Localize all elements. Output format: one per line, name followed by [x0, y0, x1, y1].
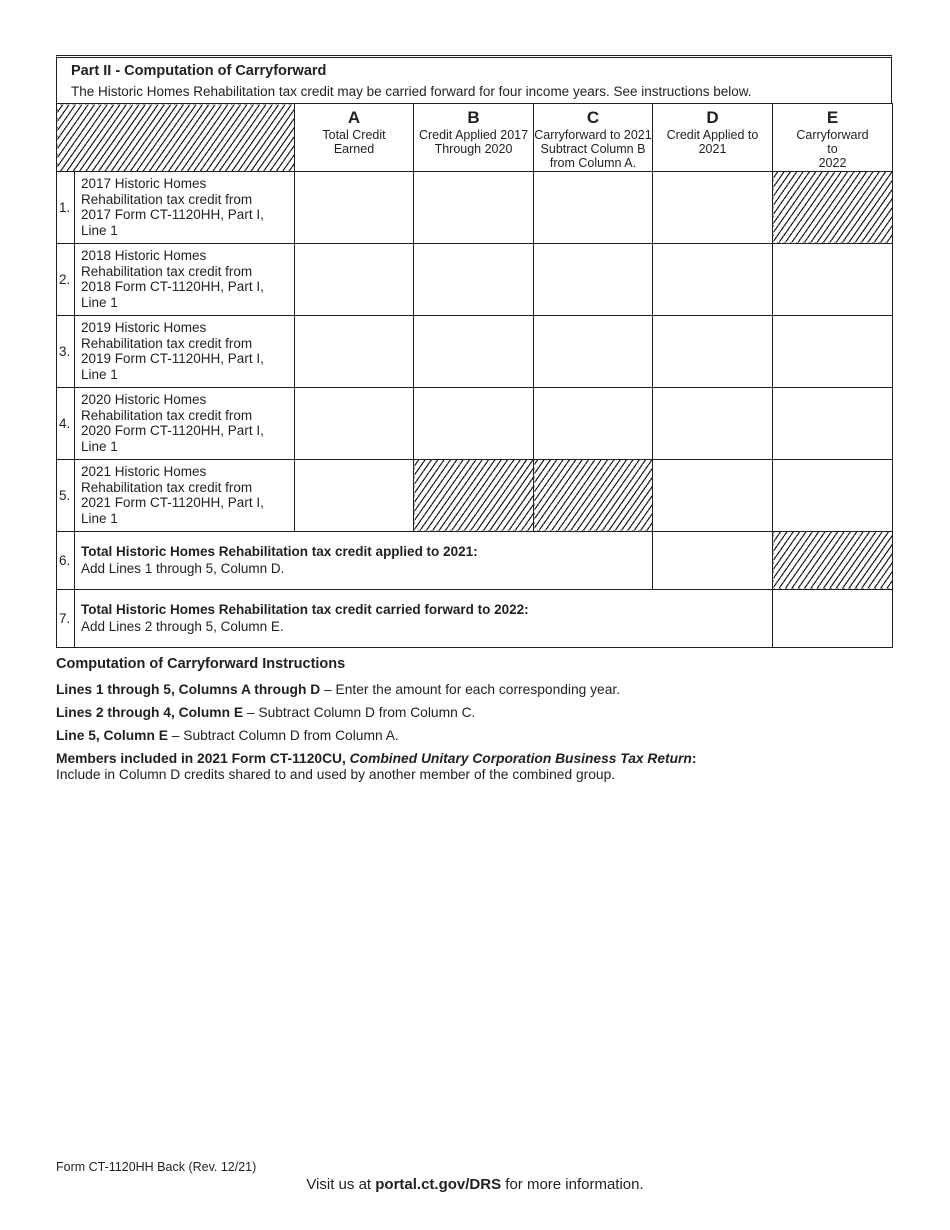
form-id: Form CT-1120HH Back (Rev. 12/21) [56, 1160, 257, 1174]
line4-col-c-input[interactable] [534, 387, 653, 459]
line1-col-d-input[interactable] [653, 171, 773, 243]
line1-col-e-hatch [773, 171, 893, 243]
instruction-line: Line 5, Column E – Subtract Column D from Column A. [56, 728, 399, 743]
line2-col-b-input[interactable] [414, 243, 534, 315]
instructions [56, 656, 892, 791]
line5-col-b-hatch [414, 459, 534, 531]
line-number: 3. [57, 315, 75, 387]
table-row [57, 243, 893, 315]
line3-col-a-input[interactable] [295, 315, 414, 387]
line4-col-e-input[interactable] [773, 387, 893, 459]
line1-col-b-input[interactable] [414, 171, 534, 243]
line4-col-a-input[interactable] [295, 387, 414, 459]
line5-col-d-input[interactable] [653, 459, 773, 531]
table-row [57, 589, 893, 647]
instruction-line: Lines 1 through 5, Columns A through D – Enter the amount for each corresponding year. [56, 682, 621, 697]
line5-col-a-input[interactable] [295, 459, 414, 531]
line6-col-e-hatch [773, 531, 893, 589]
line-number: 1. [57, 171, 75, 243]
line-number: 5. [57, 459, 75, 531]
line-number: 2. [57, 243, 75, 315]
column-header-b: B Credit Applied 2017 Through 2020 [414, 104, 534, 172]
table-row [57, 315, 893, 387]
table-row [57, 459, 893, 531]
line7-description: Total Historic Homes Rehabilitation tax credit carried forward to 2022: Add Lines 2 through 5, Column E. [75, 589, 773, 647]
line-number: 7. [57, 589, 75, 647]
table-row [57, 531, 893, 589]
line-description: 2017 Historic Homes Rehabilitation tax credit from 2017 Form CT-1120HH, Part I, Line 1 [75, 171, 295, 243]
line2-col-c-input[interactable] [534, 243, 653, 315]
line-number: 4. [57, 387, 75, 459]
line5-col-e-input[interactable] [773, 459, 893, 531]
visit-footer: Visit us at portal.ct.gov/DRS for more information. [306, 1176, 644, 1193]
column-header-a: A Total Credit Earned [295, 104, 414, 172]
line1-col-a-input[interactable] [295, 171, 414, 243]
carryforward-table [56, 103, 893, 648]
line6-col-d-input[interactable] [653, 531, 773, 589]
line-description: 2020 Historic Homes Rehabilitation tax credit from 2020 Form CT-1120HH, Part I, Line 1 [75, 387, 295, 459]
header-row [57, 104, 893, 172]
line2-col-a-input[interactable] [295, 243, 414, 315]
instruction-line: Members included in 2021 Form CT-1120CU, Combined Unitary Corporation Business Tax Return: Include in Column D credits shared to and used by another member of the combined group. [56, 751, 697, 782]
line5-col-c-hatch [534, 459, 653, 531]
line3-col-b-input[interactable] [414, 315, 534, 387]
instructions-title: Computation of Carryforward Instructions [56, 656, 346, 672]
line-description: 2019 Historic Homes Rehabilitation tax credit from 2019 Form CT-1120HH, Part I, Line 1 [75, 315, 295, 387]
line-description: 2021 Historic Homes Rehabilitation tax credit from 2021 Form CT-1120HH, Part I, Line 1 [75, 459, 295, 531]
line4-col-b-input[interactable] [414, 387, 534, 459]
column-header-d: D Credit Applied to 2021 [653, 104, 773, 172]
part-header [56, 55, 892, 103]
line2-col-d-input[interactable] [653, 243, 773, 315]
line-description: 2018 Historic Homes Rehabilitation tax credit from 2018 Form CT-1120HH, Part I, Line 1 [75, 243, 295, 315]
header-hatch-cell [57, 104, 295, 172]
instruction-line: Lines 2 through 4, Column E – Subtract Column D from Column C. [56, 705, 476, 720]
part-description: The Historic Homes Rehabilitation tax credit may be carried forward for four income years. See instructions below. [71, 84, 752, 99]
line1-col-c-input[interactable] [534, 171, 653, 243]
line4-col-d-input[interactable] [653, 387, 773, 459]
line3-col-e-input[interactable] [773, 315, 893, 387]
column-header-c: C Carryforward to 2021 Subtract Column B from Column A. [534, 104, 653, 172]
column-header-e: E Carryforward to 2022 [773, 104, 893, 172]
part-title: Part II - Computation of Carryforward [71, 63, 327, 79]
table-row [57, 171, 893, 243]
portal-link[interactable]: portal.ct.gov/DRS [375, 1176, 502, 1193]
line3-col-c-input[interactable] [534, 315, 653, 387]
line-number: 6. [57, 531, 75, 589]
table-row [57, 387, 893, 459]
line2-col-e-input[interactable] [773, 243, 893, 315]
line3-col-d-input[interactable] [653, 315, 773, 387]
line6-description: Total Historic Homes Rehabilitation tax credit applied to 2021: Add Lines 1 through 5, Column D. [75, 531, 653, 589]
line7-col-e-input[interactable] [773, 589, 893, 647]
